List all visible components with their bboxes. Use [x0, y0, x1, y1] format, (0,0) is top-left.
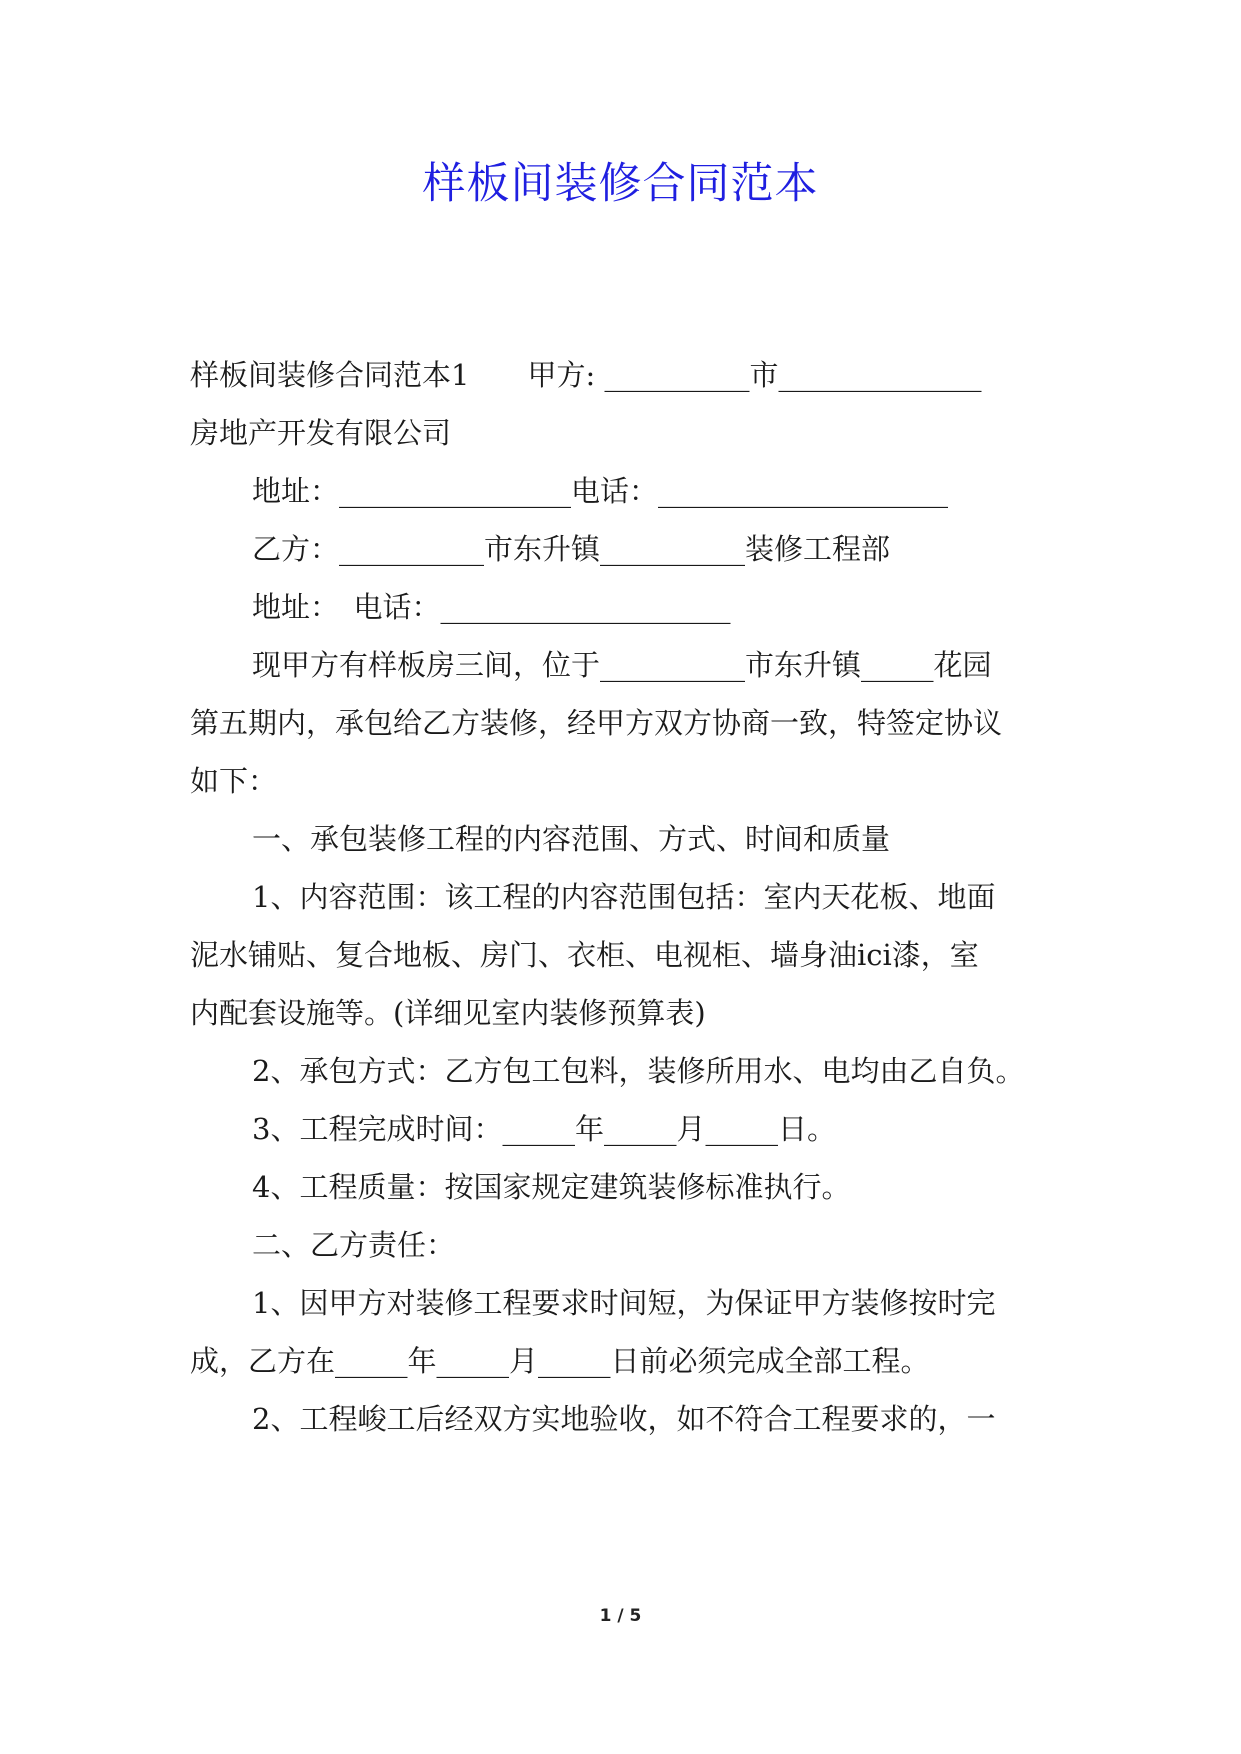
paragraph-line: 地址： 电话：____________________	[252, 590, 731, 624]
paragraph-line: 1、内容范围：该工程的内容范围包括：室内天花板、地面	[252, 880, 996, 914]
paragraph-line: 现甲方有样板房三间，位于__________市东升镇_____花园	[252, 648, 992, 682]
page-number: 1 / 5	[599, 1606, 642, 1626]
paragraph-line: 地址：________________电话：____________________	[252, 474, 949, 508]
paragraph-line: 房地产开发有限公司	[190, 416, 452, 450]
paragraph-line: 3、工程完成时间：_____年_____月_____日。	[252, 1112, 836, 1146]
paragraph-line: 样板间装修合同范本1 甲方: __________市______________	[190, 358, 982, 392]
document-title: 样板间装修合同范本	[422, 159, 819, 209]
paragraph-line: 泥水铺贴、复合地板、房门、衣柜、电视柜、墙身油ici漆，室	[190, 938, 979, 972]
paragraph-line: 如下：	[190, 764, 278, 798]
paragraph-line: 2、承包方式：乙方包工包料，装修所用水、电均由乙自负。	[252, 1054, 1025, 1088]
section-heading: 一、承包装修工程的内容范围、方式、时间和质量	[252, 822, 891, 856]
section-heading: 二、乙方责任：	[252, 1228, 456, 1262]
paragraph-line: 第五期内，承包给乙方装修，经甲方双方协商一致，特签定协议	[190, 706, 1003, 740]
paragraph-line: 1、因甲方对装修工程要求时间短，为保证甲方装修按时完	[252, 1286, 996, 1320]
paragraph-line: 内配套设施等。(详细见室内装修预算表)	[190, 996, 706, 1030]
paragraph-line: 4、工程质量：按国家规定建筑装修标准执行。	[252, 1170, 851, 1204]
paragraph-line: 乙方：__________市东升镇__________装修工程部	[252, 532, 891, 566]
paragraph-line: 成，乙方在_____年_____月_____日前必须完成全部工程。	[190, 1344, 930, 1378]
paragraph-line: 2、工程峻工后经双方实地验收，如不符合工程要求的，一	[252, 1402, 996, 1436]
